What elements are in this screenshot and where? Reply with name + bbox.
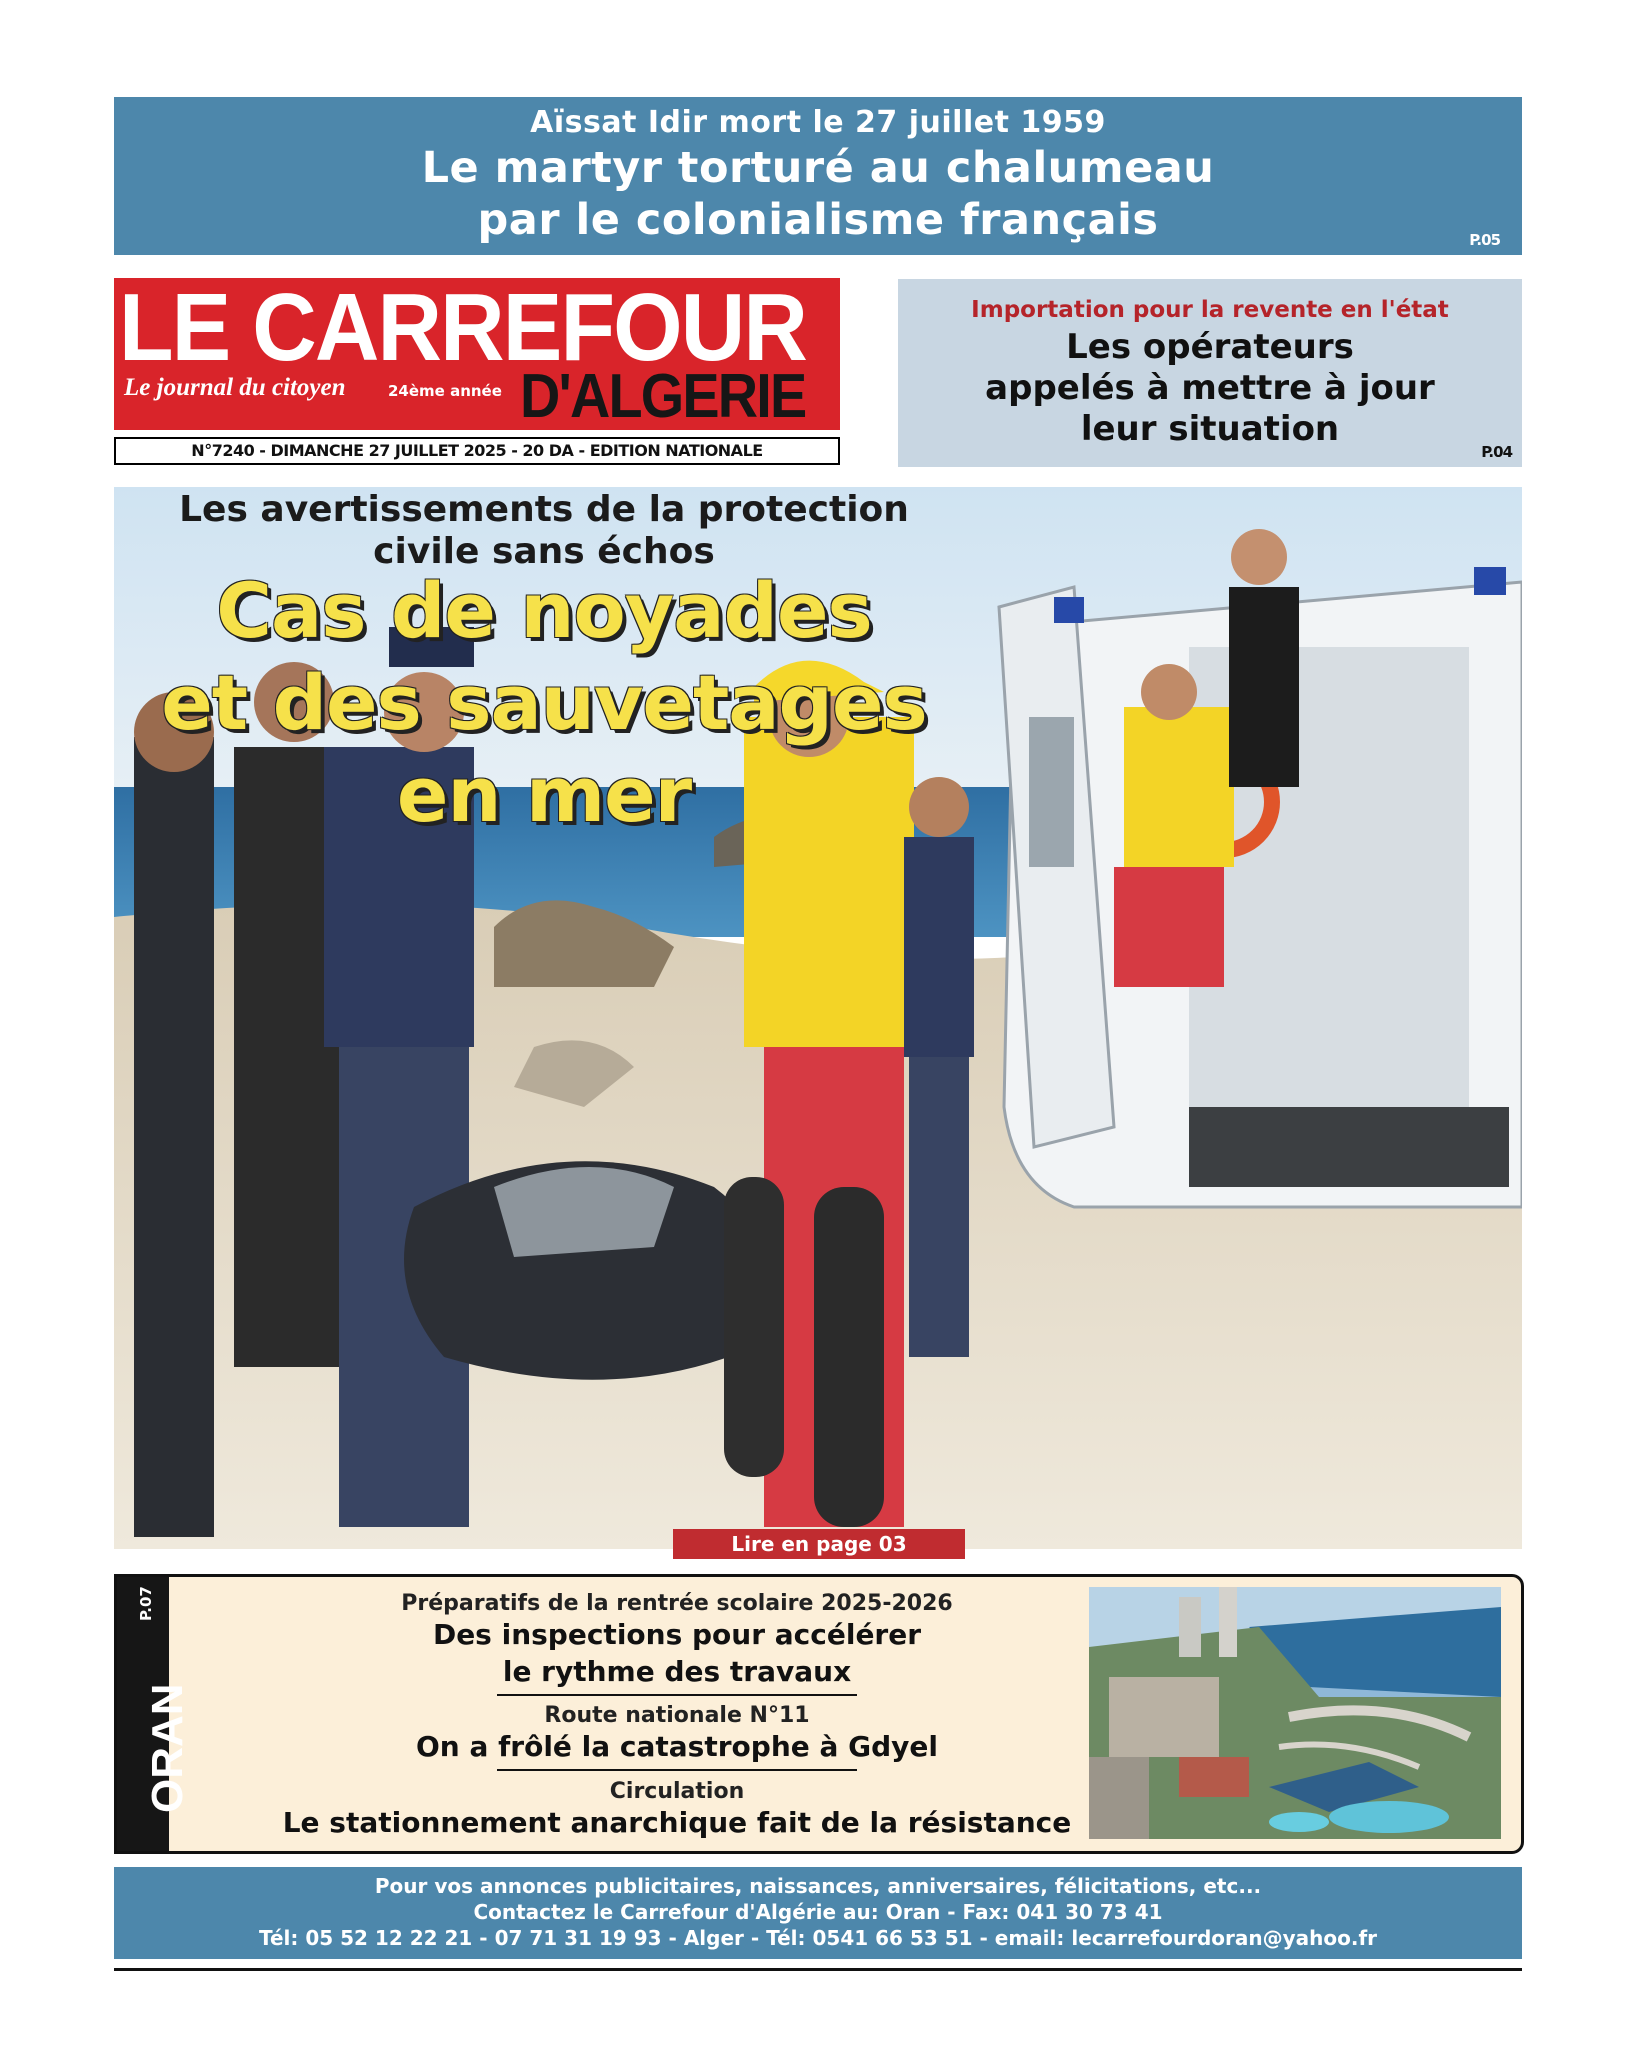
bottom-divider xyxy=(114,1968,1522,1971)
lead-headline-line2: et des sauvetages xyxy=(161,658,927,747)
read-more-link[interactable]: Lire en page 03 xyxy=(673,1529,965,1559)
oran-story-2[interactable] xyxy=(177,1703,1177,1773)
divider xyxy=(497,1694,857,1696)
footer-line1: Pour vos annonces publicitaires, naissances, anniversaires, félicitations, etc... xyxy=(374,1874,1262,1898)
lead-headline-line3: en mer xyxy=(396,750,692,839)
top-banner-headline xyxy=(114,142,1522,246)
divider xyxy=(497,1769,857,1771)
top-banner[interactable] xyxy=(114,97,1522,255)
oran-story-1-headline-line1: Des inspections pour accélérer xyxy=(432,1618,922,1651)
oran-story-1-headline-line2: le rythme des travaux xyxy=(502,1655,852,1688)
lead-kicker-line2: civile sans échos xyxy=(373,531,715,572)
promo-headline-line1: Les opérateurs xyxy=(1066,327,1354,367)
oran-story-1-kicker: Préparatifs de la rentrée scolaire 2025-2026 xyxy=(401,1591,953,1616)
oran-story-3-kicker: Circulation xyxy=(609,1779,745,1804)
masthead-title: LE CARREFOUR xyxy=(119,278,806,381)
oran-page-ref: P.07 xyxy=(137,1586,155,1621)
masthead-tagline: Le journal du citoyen xyxy=(124,374,346,401)
top-banner-headline-line2: par le colonialisme français xyxy=(477,195,1159,245)
lead-headline xyxy=(114,565,974,841)
issue-info-bar: N°7240 - DIMANCHE 27 JUILLET 2025 - 20 DA - EDITION NATIONALE xyxy=(114,437,840,465)
oran-section-label: ORAN xyxy=(143,1683,192,1813)
masthead-logo[interactable] xyxy=(114,278,840,430)
oran-city-photo xyxy=(1089,1587,1501,1839)
promo-headline xyxy=(898,327,1522,450)
top-banner-kicker: Aïssat Idir mort le 27 juillet 1959 xyxy=(530,105,1106,140)
promo-kicker: Importation pour la revente en l'état xyxy=(971,297,1449,323)
promo-page-ref: P.04 xyxy=(1481,443,1512,461)
top-banner-headline-line1: Le martyr torturé au chalumeau xyxy=(421,143,1215,193)
masthead-year: 24ème année xyxy=(388,382,502,400)
footer-advertising-banner[interactable] xyxy=(114,1867,1522,1959)
footer-line3: Tél: 05 52 12 22 21 - 07 71 31 19 93 - Alger - Tél: 0541 66 53 51 - email: lecarrefourdoran@yahoo.fr xyxy=(258,1926,1378,1950)
oran-story-3-headline: Le stationnement anarchique fait de la résistance xyxy=(282,1806,1072,1839)
lead-kicker xyxy=(114,489,974,573)
lead-kicker-line1: Les avertissements de la protection xyxy=(179,489,909,530)
aerial-city-illustration xyxy=(1089,1587,1501,1839)
top-banner-page-ref: P.05 xyxy=(1469,231,1500,249)
oran-section[interactable] xyxy=(114,1574,1524,1854)
footer-line2: Contactez le Carrefour d'Algérie au: Oran - Fax: 041 30 73 41 xyxy=(473,1900,1163,1924)
oran-section-tab xyxy=(117,1577,192,1851)
oran-story-3[interactable] xyxy=(177,1779,1177,1841)
masthead-subtitle: D'ALGERIE xyxy=(520,362,806,430)
promo-headline-line2: appelés à mettre à jour xyxy=(985,368,1435,408)
lead-story-photo[interactable] xyxy=(114,487,1522,1549)
promo-headline-line3: leur situation xyxy=(1080,409,1340,449)
oran-story-2-headline: On a frôlé la catastrophe à Gdyel xyxy=(415,1730,939,1763)
promo-story-box[interactable] xyxy=(898,279,1522,467)
oran-story-1[interactable] xyxy=(177,1591,1177,1698)
lead-headline-line1: Cas de noyades xyxy=(216,566,872,655)
oran-story-2-kicker: Route nationale N°11 xyxy=(544,1703,810,1728)
